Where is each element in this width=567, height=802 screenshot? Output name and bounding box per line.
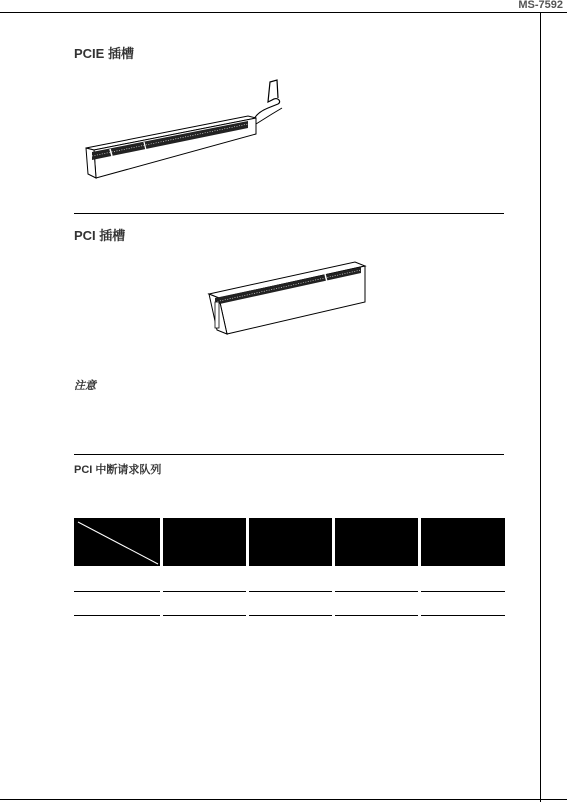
- model-number: MS-7592: [518, 0, 563, 11]
- irq-table-title: PCI 中断请求队列: [74, 464, 162, 476]
- bottom-rule: [0, 799, 567, 800]
- table-row-line: [335, 615, 418, 616]
- top-rule: [0, 12, 567, 13]
- pcie-slot-title: PCIE 插槽: [74, 46, 134, 61]
- pcie-slot-illustration: [82, 74, 292, 184]
- section-separator: [74, 454, 504, 455]
- table-header-cell: [421, 518, 505, 566]
- diagonal-divider: [74, 518, 160, 566]
- right-margin-rule: [540, 12, 541, 802]
- table-row-line: [74, 591, 160, 592]
- pci-slot-illustration: [205, 258, 370, 338]
- table-row-line: [421, 615, 505, 616]
- table-row-line: [163, 615, 246, 616]
- table-row-line: [163, 591, 246, 592]
- table-header-cell: [335, 518, 418, 566]
- table-header-cell: [249, 518, 332, 566]
- table-row-line: [249, 615, 332, 616]
- table-row-line: [249, 591, 332, 592]
- table-row-line: [335, 591, 418, 592]
- table-row-line: [74, 615, 160, 616]
- section-separator: [74, 213, 504, 214]
- note-title: 注意: [74, 380, 96, 392]
- pci-slot-title: PCI 插槽: [74, 228, 126, 243]
- table-header-cell: [163, 518, 246, 566]
- table-row-line: [421, 591, 505, 592]
- table-header-cell-corner: [74, 518, 160, 566]
